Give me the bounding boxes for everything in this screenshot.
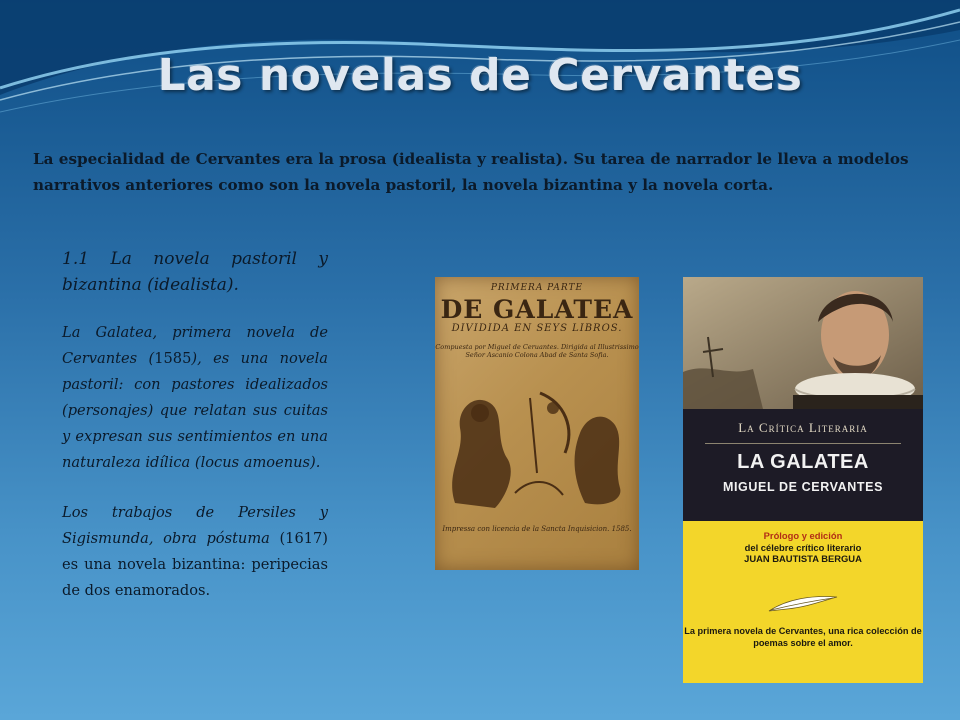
printer-device-illustration (435, 373, 639, 518)
persiles-text-end: (1617) es una novela bizantina: peripecias de dos enamorados. (62, 530, 328, 599)
cervantes-portrait-image (683, 277, 923, 409)
cover-book-title: LA GALATEA (737, 451, 869, 473)
slide-title: Las novelas de Cervantes (157, 50, 803, 101)
la-galatea-modern-book-cover (683, 277, 923, 683)
quill-feather-icon (767, 593, 839, 615)
cover-book-author: MIGUEL DE CERVANTES (722, 480, 884, 494)
galatea-paragraph (62, 320, 328, 476)
left-text-column (62, 246, 328, 628)
galatea-year: 1585 (154, 350, 192, 367)
galatea-text-end: ), es una novela pastoril: con pastores idealizados (personajes) que relatan sus cuitas y expresan sus sentimientos en una naturaleza idílica (locus amoenus). (62, 350, 329, 471)
intro-paragraph: La especialidad de Cervantes era la prosa (idealista y realista). Su tarea de narrador le lleva a modelos narrativos anteriores como son la novela pastoril, la novela bizantina y la novela corta. (33, 150, 909, 194)
cover-divider (705, 443, 901, 444)
prologue-line-3: JUAN BAUTISTA BERGUA (744, 553, 862, 564)
persiles-paragraph (62, 500, 328, 604)
old-cover-part-line: PRIMERA PARTE (490, 283, 584, 293)
cover-prologue-info (683, 530, 923, 565)
prologue-line-1: Prólogo y edición (763, 530, 843, 541)
old-cover-imprint: Compuesta por Miguel de Ceruantes. Dirigida al Illustrissimo Señor Ascanio Colona Abad de Santa Sofia. (435, 343, 639, 359)
galatea-text-start: La Galatea, primera novela de Cervantes ( (62, 324, 328, 367)
cover-series-name: La Crítica Literaria (738, 420, 868, 435)
old-cover-subtitle: DIVIDIDA EN SEYS LIBROS. (451, 323, 623, 334)
old-cover-title: DE GALATEA (440, 295, 634, 324)
galatea-1585-title-page-image (435, 277, 639, 570)
section-heading: 1.1 La novela pastoril y bizantina (idealista). (62, 249, 328, 295)
persiles-text-start: Los trabajos de Persiles y Sigismunda, obra póstuma (62, 504, 328, 547)
old-cover-footer: Impressa con licencia de la Sancta Inquisicion. 1585. (442, 525, 632, 533)
cover-blurb: La primera novela de Cervantes, una rica colección de poemas sobre el amor. (684, 626, 922, 648)
prologue-line-2: del célebre crítico literario (744, 541, 862, 553)
